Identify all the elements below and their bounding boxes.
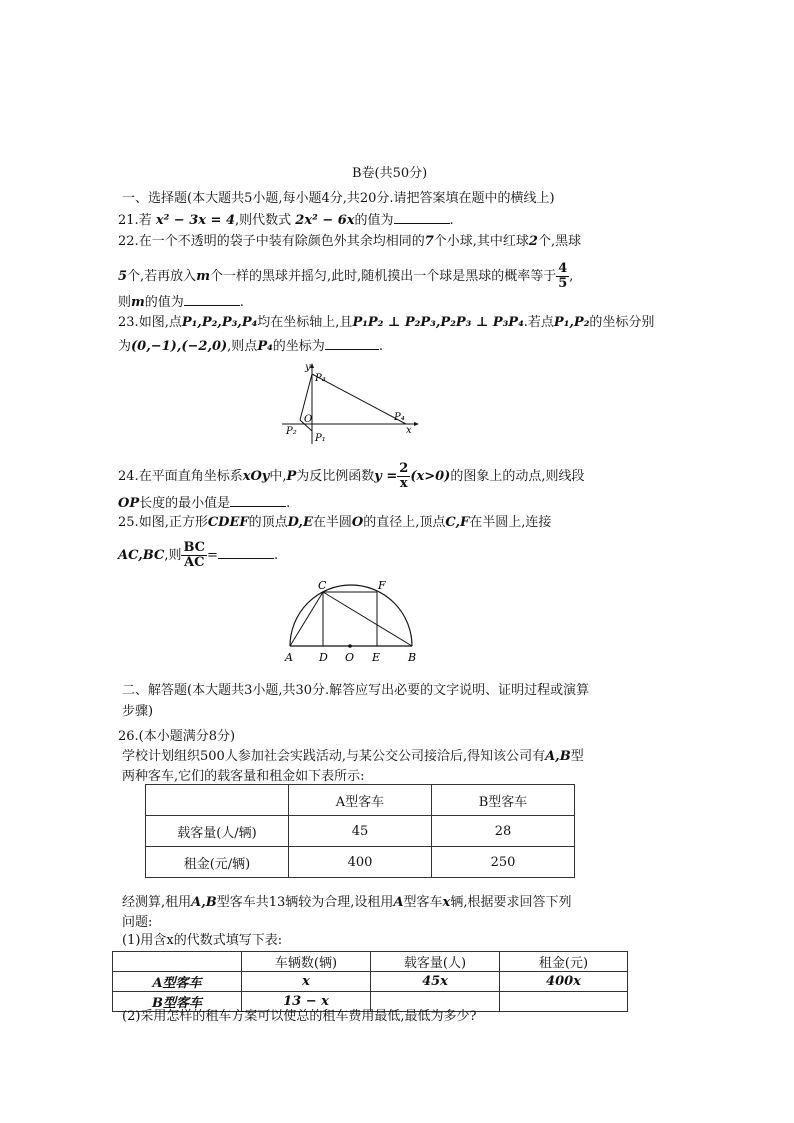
q25-points: C,F bbox=[445, 515, 470, 530]
q26-types: A,B bbox=[191, 895, 217, 910]
x-axis-arrow-icon bbox=[414, 422, 419, 426]
q21-end: . bbox=[449, 213, 454, 228]
label-f: F bbox=[378, 579, 386, 592]
label-p3: P₃ bbox=[315, 373, 326, 384]
table-header-cell bbox=[113, 952, 242, 972]
q23-number: 23. bbox=[118, 315, 139, 330]
question-22-line2 bbox=[118, 262, 573, 291]
q22-text: 个,黑球 bbox=[537, 234, 582, 249]
q23-points: P₁,P₂,P₃,P₄ bbox=[181, 315, 258, 330]
table-header-cell: 租金(元) bbox=[500, 952, 628, 972]
label-p4: P₄ bbox=[394, 412, 405, 423]
q25-segments: AC,BC bbox=[118, 548, 165, 563]
table-cell: 28 bbox=[432, 816, 575, 847]
q25-text: 如图,正方形 bbox=[138, 515, 208, 530]
label-origin: O bbox=[304, 414, 313, 425]
section2-title-line1: 二、解答题(本大题共3小题,共30分.解答应写出必要的文字说明、证明过程或演算 bbox=[122, 683, 590, 698]
q22-end: . bbox=[239, 295, 244, 310]
section-heading: B卷(共50分) bbox=[352, 166, 428, 181]
answer-blank[interactable] bbox=[394, 211, 450, 224]
answer-blank[interactable] bbox=[230, 494, 286, 507]
q21-expression: 2x² − 6x bbox=[295, 213, 355, 228]
q25-square: CDEF bbox=[207, 515, 249, 530]
figure-23-coordinate-diagram bbox=[280, 360, 420, 446]
q22-text: 在一个不透明的袋子中装有除颜色外其余均相同的 bbox=[138, 234, 425, 249]
q24-condition: (x>0) bbox=[410, 469, 451, 484]
label-d: D bbox=[319, 651, 328, 664]
q22-text: 的值为 bbox=[144, 295, 184, 310]
q21-text: 的值为 bbox=[354, 213, 394, 228]
section2-title-line2: 步骤) bbox=[122, 704, 154, 719]
q24-system: xOy bbox=[242, 469, 270, 484]
q26-variable: x bbox=[442, 895, 451, 910]
segment-ac bbox=[290, 592, 323, 646]
table-cell: x bbox=[242, 972, 371, 992]
section1-title: 一、选择题(本大题共5小题,每小题4分,共20分.请把答案填在题中的横线上) bbox=[122, 191, 555, 206]
q24-text: 中, bbox=[269, 469, 287, 484]
q22-number: 22. bbox=[118, 234, 139, 249]
question-23-line1 bbox=[118, 314, 654, 332]
q22-variable: m bbox=[131, 295, 145, 310]
q24-function: y = bbox=[374, 469, 398, 484]
figure-25-semicircle-diagram bbox=[282, 575, 422, 665]
question-21 bbox=[118, 211, 454, 230]
q25-fraction: $\frac{BC}{AC}$ bbox=[183, 540, 206, 570]
q25-text: 在半圆上,连接 bbox=[469, 515, 552, 530]
q26-text: 型客车共13辆较为合理,设租用 bbox=[216, 895, 394, 910]
q26-text: 型 bbox=[570, 749, 584, 764]
q21-number: 21. bbox=[118, 213, 139, 228]
q22-text: 则 bbox=[118, 295, 132, 310]
q26-type: A bbox=[393, 895, 404, 910]
q21-equation: x² − 3x = 4 bbox=[155, 213, 236, 228]
table-cell: 250 bbox=[432, 847, 575, 878]
q23-point: P₄ bbox=[257, 339, 273, 354]
q23-text: .若点 bbox=[523, 315, 554, 330]
q23-text: ,则点 bbox=[227, 339, 258, 354]
q23-text: 为 bbox=[118, 339, 132, 354]
question-26-para1-line2: 两种客车,它们的载客量和租金如下表所示: bbox=[122, 769, 365, 784]
q22-text: 个一样的黑球并摇匀,此时,随机摸出一个球是黑球的概率等于 bbox=[209, 269, 557, 284]
q25-end: . bbox=[273, 548, 279, 563]
q22-text: , bbox=[569, 269, 574, 284]
label-x: x bbox=[406, 425, 412, 436]
question-22-line1 bbox=[118, 233, 581, 251]
q25-points: D,E bbox=[287, 515, 313, 530]
label-y: y bbox=[305, 362, 311, 373]
fill-in-table bbox=[112, 951, 628, 1012]
segment-bc bbox=[323, 592, 412, 646]
label-a: A bbox=[285, 651, 293, 664]
question-23-line2 bbox=[118, 337, 383, 356]
q25-text: 的直径上,顶点 bbox=[363, 515, 446, 530]
q24-number: 24. bbox=[118, 469, 139, 484]
q24-text: 在平面直角坐标系 bbox=[138, 469, 243, 484]
table-cell: 45 bbox=[289, 816, 432, 847]
question-25-line2 bbox=[118, 541, 278, 570]
q22-fraction: $\frac{4}{5}$ bbox=[558, 261, 568, 291]
q24-end: . bbox=[286, 496, 291, 511]
q25-center: O bbox=[351, 515, 364, 530]
q25-text: 在半圆 bbox=[312, 515, 352, 530]
table-cell: B型客车 bbox=[113, 992, 242, 1012]
table-header-cell: A型客车 bbox=[289, 785, 432, 816]
label-o: O bbox=[345, 651, 355, 664]
question-26-para2-line2: 问题: bbox=[122, 915, 153, 930]
question-26-para1-line1 bbox=[122, 748, 584, 766]
q26-types: A,B bbox=[545, 749, 571, 764]
q24-text: 为反比例函数 bbox=[296, 469, 375, 484]
question-26-number: 26.(本小题满分8分) bbox=[118, 729, 236, 744]
q22-value: 2 bbox=[528, 234, 538, 249]
answer-blank[interactable] bbox=[218, 546, 274, 559]
table-header-cell: B型客车 bbox=[432, 785, 575, 816]
q22-text: 个,若再放入 bbox=[127, 269, 197, 284]
q24-segment: OP bbox=[118, 496, 140, 511]
center-point bbox=[348, 644, 352, 648]
q22-variable: m bbox=[196, 269, 210, 284]
table-header-cell: 载客量(人) bbox=[371, 952, 500, 972]
q24-fraction: $\frac{2}{x}$ bbox=[399, 461, 409, 491]
q23-end: . bbox=[378, 339, 383, 354]
table-cell: 13 − x bbox=[242, 992, 371, 1012]
question-24-line2 bbox=[118, 494, 290, 513]
q25-number: 25. bbox=[118, 515, 139, 530]
table-cell: 45x bbox=[371, 972, 500, 992]
q23-perpendicular: P₁P₂ ⊥ P₂P₃,P₂P₃ ⊥ P₃P₄ bbox=[352, 315, 524, 330]
label-c: C bbox=[318, 579, 327, 592]
q22-text: 个小球,其中红球 bbox=[433, 234, 529, 249]
q26-text: 型客车 bbox=[403, 895, 443, 910]
q23-text: 的坐标分别 bbox=[589, 315, 655, 330]
q26-text: 学校计划组织500人参加社会实践活动,与某公交公司接洽后,得知该公司有 bbox=[122, 749, 546, 764]
question-25-line1 bbox=[118, 514, 551, 532]
question-26-sub1: (1)用含x的代数式填写下表: bbox=[122, 933, 283, 948]
table-cell: 租金(元/辆) bbox=[146, 847, 289, 878]
q24-point: P bbox=[286, 469, 297, 484]
answer-blank[interactable] bbox=[184, 293, 240, 306]
table-header-cell bbox=[146, 785, 289, 816]
q21-text: ,则代数式 bbox=[235, 213, 296, 228]
table-cell: A型客车 bbox=[113, 972, 242, 992]
q26-text: 辆,根据要求回答下列 bbox=[450, 895, 572, 910]
q24-text: 长度的最小值是 bbox=[139, 496, 231, 511]
label-p2: P₂ bbox=[286, 426, 297, 437]
q23-text: 的坐标为 bbox=[272, 339, 325, 354]
q25-text: 的顶点 bbox=[248, 515, 288, 530]
table-header-cell: 车辆数(辆) bbox=[242, 952, 371, 972]
question-24-line1 bbox=[118, 462, 584, 491]
table-cell: 400 bbox=[289, 847, 432, 878]
bus-info-table bbox=[145, 784, 575, 878]
q22-value: 5 bbox=[118, 269, 128, 284]
answer-blank[interactable] bbox=[325, 337, 379, 350]
q22-value: 7 bbox=[424, 234, 434, 249]
table-cell-input[interactable] bbox=[500, 992, 628, 1012]
label-p1: P₁ bbox=[315, 433, 326, 444]
label-b: B bbox=[408, 651, 417, 664]
q23-text: 均在坐标轴上,且 bbox=[257, 315, 353, 330]
q23-coordinates: (0,−1),(−2,0) bbox=[131, 339, 228, 354]
q24-text: 的图象上的动点,则线段 bbox=[450, 469, 585, 484]
q26-text: 经测算,租用 bbox=[122, 895, 192, 910]
table-cell: 400x bbox=[500, 972, 628, 992]
question-26-para2-line1 bbox=[122, 894, 571, 912]
q25-equals: = bbox=[207, 548, 218, 563]
q23-text: 如图,点 bbox=[138, 315, 182, 330]
question-22-line3 bbox=[118, 293, 244, 312]
q23-points: P₁,P₂ bbox=[553, 315, 590, 330]
label-e: E bbox=[372, 651, 381, 664]
table-cell: 载客量(人/辆) bbox=[146, 816, 289, 847]
segment-p3p4 bbox=[312, 374, 406, 424]
question-26-sub2: (2)采用怎样的租车方案可以使总的租车费用最低,最低为多少? bbox=[122, 1009, 477, 1024]
q25-text: ,则 bbox=[164, 548, 182, 563]
q21-text: 若 bbox=[138, 213, 156, 228]
